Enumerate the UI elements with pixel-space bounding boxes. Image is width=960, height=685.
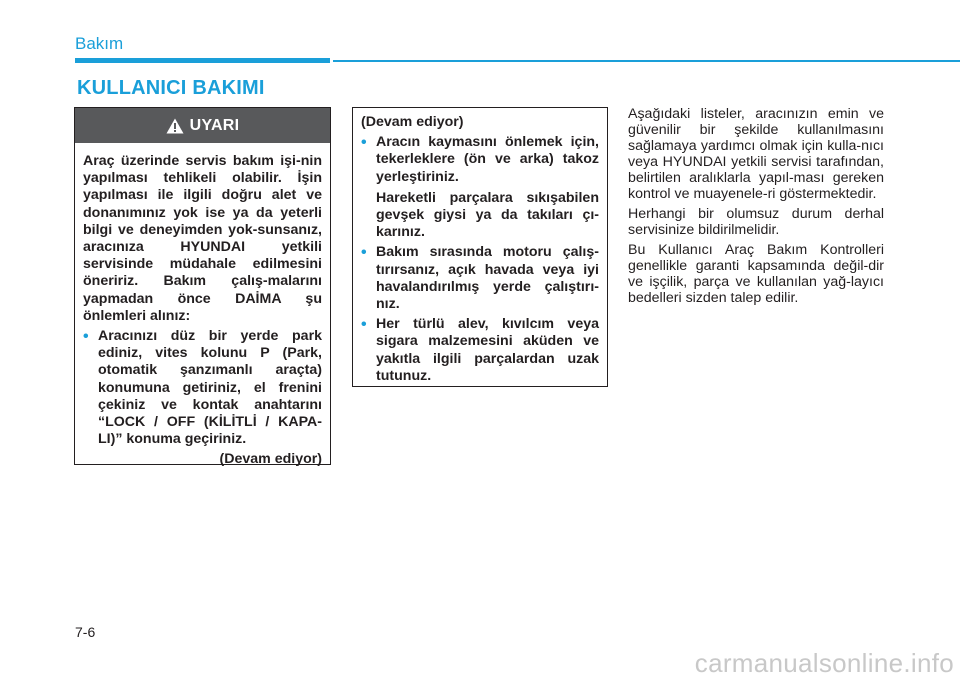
watermark: carmanualsonline.info: [694, 648, 954, 678]
body-paragraph-2: Herhangi bir olumsuz durum derhal servisinize bildirilmelidir.: [628, 206, 884, 238]
header-rule-thick: [75, 58, 330, 63]
warning-title: UYARI: [189, 116, 240, 134]
continued-warning-box: [352, 107, 608, 387]
page-title: KULLANICI BAKIMI: [77, 77, 265, 99]
warning-bullet: • Aracınızı düz bir yerde park ediniz, vites kolunu P (Park, otomatik şanzımanlı araçta) konumuna getiriniz, el frenini çekiniz ve kontak anahtarını “LOCK / OFF (KİLİTLİ / KAPA-LI)” konuma geçiriniz.: [83, 328, 322, 448]
continued-header: (Devam ediyor): [361, 114, 464, 130]
body-paragraph-3: Bu Kullanıcı Araç Bakım Kontrolleri genellikle garanti kapsamında değil-dir ve işçilik, parça ve kullanılan yağ-layıcı bedelleri sizden talep edilir.: [628, 242, 884, 306]
continued-bullet-1: • Aracın kaymasını önlemek için, tekerleklere (ön ve arka) takoz yerleştiriniz.: [361, 134, 599, 186]
warning-body: [75, 143, 330, 469]
header-rule-thin: [333, 60, 960, 62]
section-label: Bakım: [75, 34, 124, 53]
continued-bullet-2: • Bakım sırasında motoru çalış-tırırsanız, açık havada veya iyi havalandırılmış yerde çalıştırı-nız.: [361, 244, 599, 313]
warning-header: [75, 108, 330, 143]
warning-box: [74, 107, 331, 468]
warning-intro: Araç üzerinde servis bakım işi-nin yapılması tehlikeli olabilir. İşin yapılması ile ilgili doğru alet ve donanımınız yok ise ya da yeterli bilgi ve deneyimden yok-sunsanız, aracınıza HYUNDAI yetkili servisinde müdahale edilmesini öneririz. Bakım çalış-malarını yapmadan önce DAİMA şu önlemleri alınız:: [83, 153, 322, 324]
warning-continued: (Devam ediyor): [219, 451, 322, 468]
body-paragraph-1: Aşağıdaki listeler, aracınızın emin ve güvenilir bir şekilde kullanılmasını sağlamaya yardımcı olmak için kulla-nıcı veya HYUNDAI yetkili servisi tarafından, belirtilen aralıklarla yapıl-ması gereken kontrol ve muayenele-ri göstermektedir.: [628, 106, 884, 202]
continued-bullet-1-sub: Hareketli parçalara sıkışabilen gevşek giysi ya da takıları çı-karınız.: [376, 189, 599, 241]
body-column: [628, 106, 884, 306]
page-number: 7-6: [75, 624, 96, 640]
warning-triangle-icon: [166, 118, 184, 134]
continued-bullet-3: • Her türlü alev, kıvılcım veya sigara malzemesini aküden ve yakıtla ilgili parçalardan uzak tutunuz.: [361, 316, 599, 385]
continued-body: [353, 108, 607, 385]
